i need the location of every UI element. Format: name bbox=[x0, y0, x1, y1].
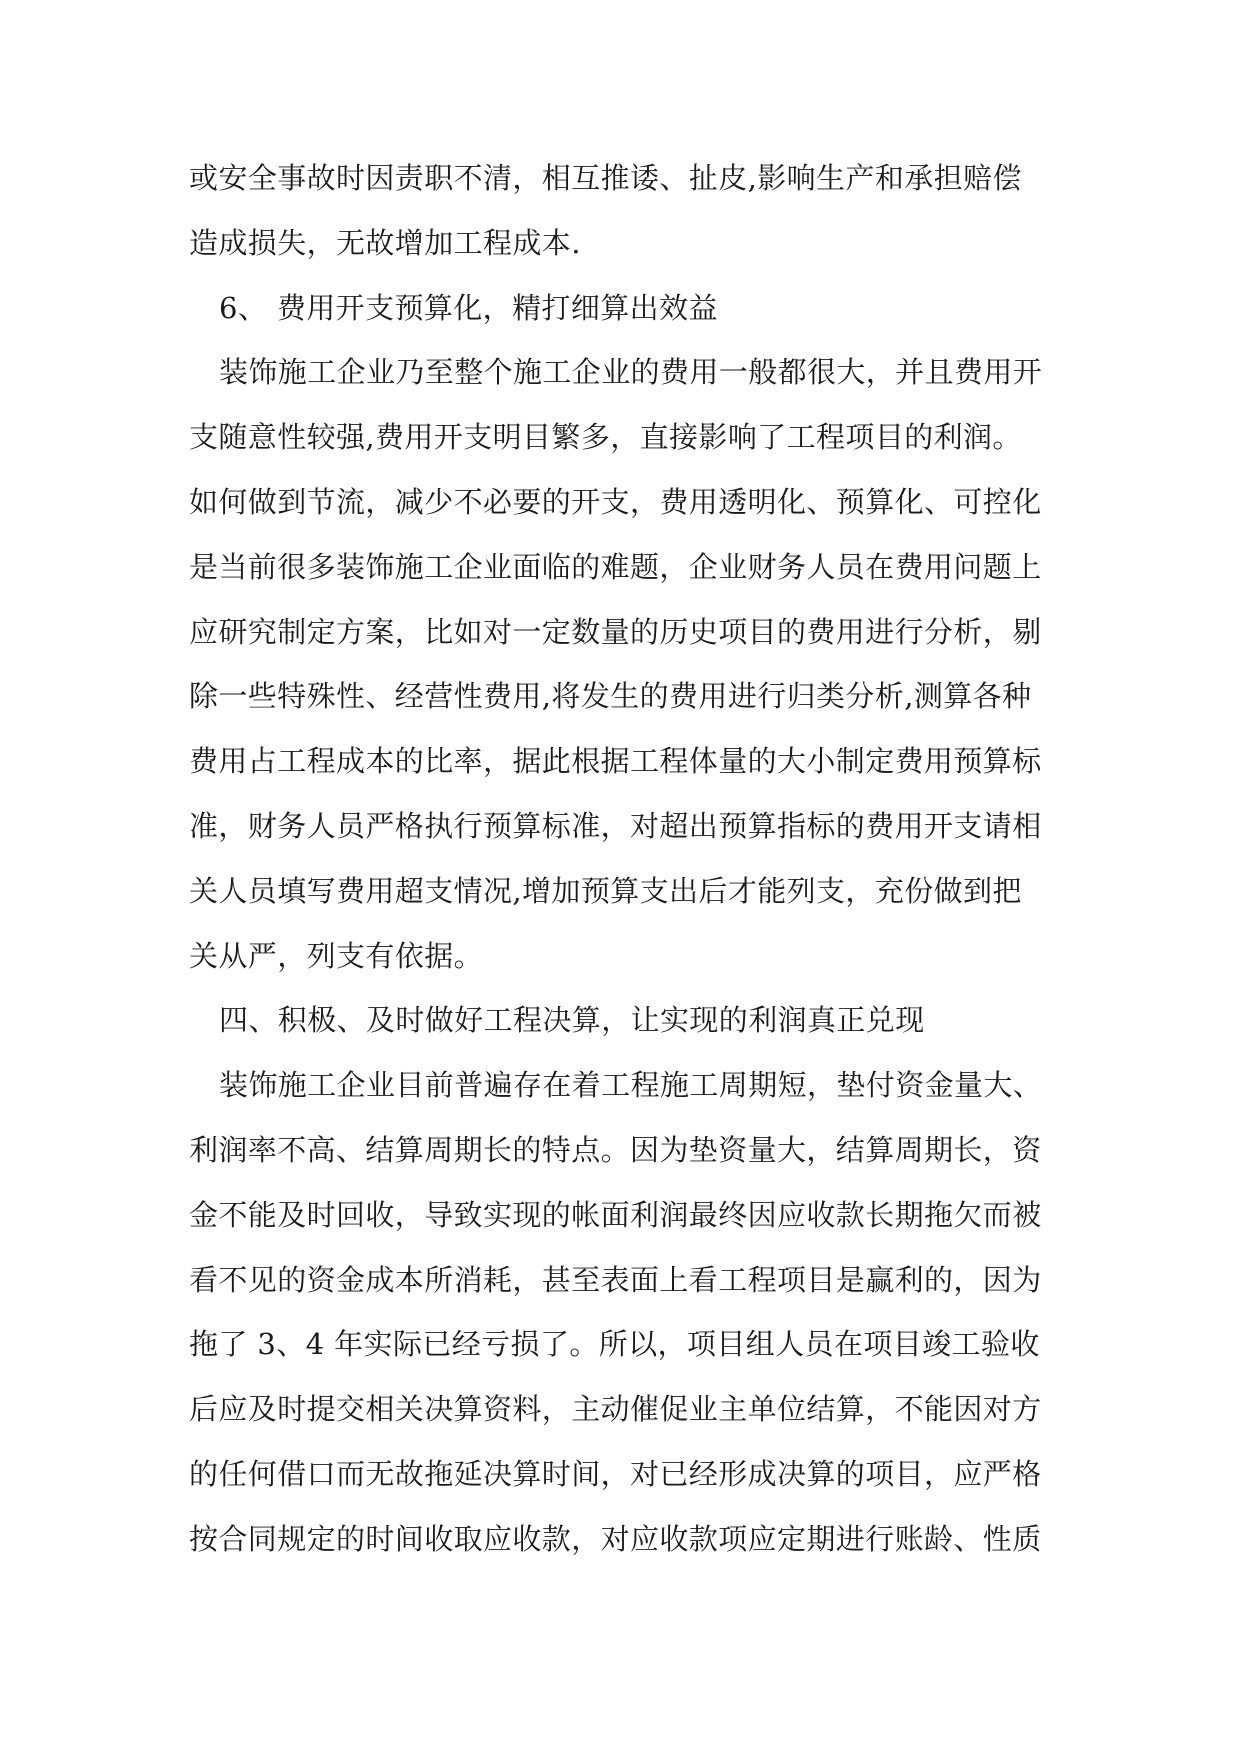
text-line: 看不见的资金成本所消耗，甚至表面上看工程项目是赢利的，因为 bbox=[189, 1262, 1042, 1297]
text-line: 或安全事故时因责职不清，相互推诿、扯皮,影响生产和承担赔偿 bbox=[189, 161, 1022, 195]
text-line: 四、积极、及时做好工程决算，让实现的利润真正兑现 bbox=[219, 1003, 925, 1038]
text-line: 应研究制定方案，比如对一定数量的历史项目的费用进行分析，剔 bbox=[189, 614, 1042, 649]
text-line: 的任何借口而无故拖延决算时间，对已经形成决算的项目，应严格 bbox=[189, 1456, 1042, 1491]
text-line: 装饰施工企业目前普遍存在着工程施工周期短，垫付资金量大、 bbox=[219, 1068, 1043, 1103]
text-line: 利润率不高、结算周期长的特点。因为垫资量大，结算周期长，资 bbox=[189, 1132, 1042, 1167]
text-line: 造成损失，无故增加工程成本. bbox=[189, 225, 581, 260]
body-text bbox=[189, 158, 1069, 1584]
text-line: 费用占工程成本的比率，据此根据工程体量的大小制定费用预算标 bbox=[189, 744, 1042, 779]
text-line: 是当前很多装饰施工企业面临的难题，企业财务人员在费用问题上 bbox=[189, 549, 1042, 584]
text-line: 支随意性较强,费用开支明目繁多，直接影响了工程项目的利润。 bbox=[189, 420, 1022, 455]
text-line: 6、 费用开支预算化，精打细算出效益 bbox=[219, 290, 718, 325]
text-line: 准，财务人员严格执行预算标准，对超出预算指标的费用开支请相 bbox=[189, 808, 1042, 843]
text-line: 如何做到节流，减少不必要的开支，费用透明化、预算化、可控化 bbox=[189, 484, 1042, 519]
text-line: 后应及时提交相关决算资料，主动催促业主单位结算，不能因对方 bbox=[189, 1392, 1042, 1427]
text-line: 除一些特殊性、经营性费用,将发生的费用进行归类分析,测算各种 bbox=[189, 679, 1032, 714]
text-line: 按合同规定的时间收取应收款，对应收款项应定期进行账龄、性质 bbox=[189, 1521, 1042, 1556]
text-line: 关人员填写费用超支情况,增加预算支出后才能列支，充份做到把 bbox=[189, 873, 1022, 908]
text-line: 关从严，列支有依据。 bbox=[189, 938, 484, 973]
text-line: 拖了 3、4 年实际已经亏损了。所以，项目组人员在项目竣工验收 bbox=[189, 1327, 1040, 1362]
text-line: 金不能及时回收，导致实现的帐面利润最终因应收款长期拖欠而被 bbox=[189, 1197, 1042, 1232]
text-line: 装饰施工企业乃至整个施工企业的费用一般都很大，并且费用开 bbox=[219, 355, 1043, 390]
